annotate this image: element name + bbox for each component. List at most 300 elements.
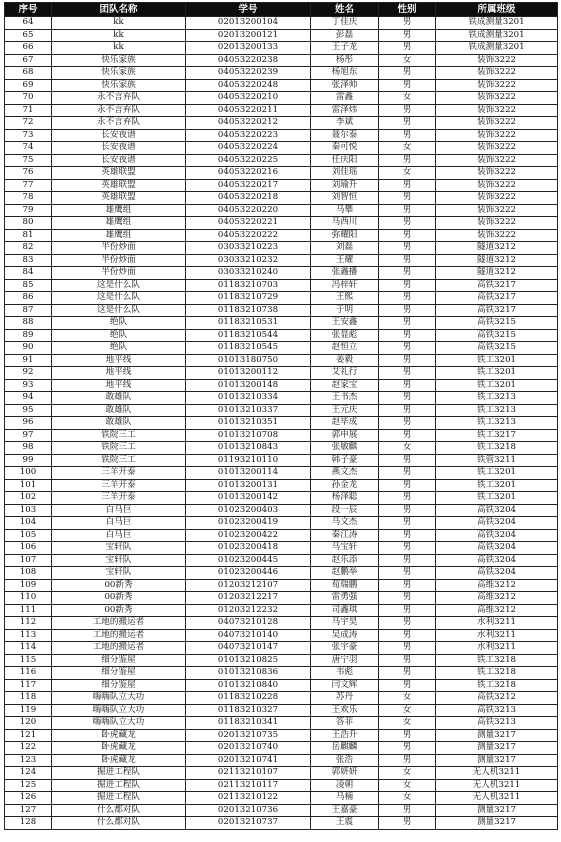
- cell-team-name: 半份炒面: [52, 242, 186, 255]
- cell-index: 70: [5, 92, 52, 105]
- roster-sheet: [4, 2, 557, 830]
- cell-gender: 男: [379, 204, 436, 217]
- cell-index: 68: [5, 67, 52, 80]
- cell-gender: 男: [379, 42, 436, 55]
- table-row: [5, 467, 558, 480]
- cell-team-name: 永不言弃队: [52, 92, 186, 105]
- cell-index: 87: [5, 304, 52, 317]
- table-row: [5, 17, 558, 30]
- cell-index: 104: [5, 517, 52, 530]
- cell-student-id: 04053220239: [186, 67, 311, 80]
- cell-class: 装饰3222: [436, 104, 558, 117]
- cell-team-name: 工地的搬运者: [52, 629, 186, 642]
- cell-name: 杨泽聪: [311, 492, 379, 505]
- cell-student-id: 01183210545: [186, 342, 311, 355]
- cell-name: 赵毕成: [311, 417, 379, 430]
- cell-gender: 男: [379, 679, 436, 692]
- cell-class: 铁成测量3201: [436, 29, 558, 42]
- team-roster-table: [4, 2, 558, 830]
- cell-name: 王熙: [311, 292, 379, 305]
- cell-index: 97: [5, 429, 52, 442]
- table-row: [5, 579, 558, 592]
- cell-index: 119: [5, 704, 52, 717]
- cell-student-id: 01023200418: [186, 542, 311, 555]
- cell-gender: 男: [379, 29, 436, 42]
- cell-gender: 女: [379, 779, 436, 792]
- cell-team-name: 三羊开泰: [52, 479, 186, 492]
- header-class: 所属班级: [436, 3, 558, 17]
- cell-name: 聂尔泰: [311, 129, 379, 142]
- table-row: [5, 342, 558, 355]
- table-row: [5, 404, 558, 417]
- table-row: [5, 654, 558, 667]
- table-row: [5, 254, 558, 267]
- cell-student-id: 01193210110: [186, 454, 311, 467]
- cell-index: 76: [5, 167, 52, 180]
- cell-name: 李斌: [311, 117, 379, 130]
- cell-team-name: 嗨嗨队立大功: [52, 704, 186, 717]
- cell-index: 83: [5, 254, 52, 267]
- cell-class: 铁工3213: [436, 392, 558, 405]
- cell-team-name: 掘进工程队: [52, 779, 186, 792]
- cell-gender: 女: [379, 717, 436, 730]
- table-row: [5, 692, 558, 705]
- cell-name: 刘智恒: [311, 192, 379, 205]
- cell-index: 127: [5, 804, 52, 817]
- cell-gender: 男: [379, 417, 436, 430]
- cell-team-name: kk: [52, 29, 186, 42]
- header-row: [5, 3, 558, 17]
- cell-class: 高铁3204: [436, 567, 558, 580]
- cell-student-id: 03033210232: [186, 254, 311, 267]
- cell-name: 彭磊: [311, 29, 379, 42]
- header-student-id: 学号: [186, 3, 311, 17]
- table-row: [5, 229, 558, 242]
- cell-gender: 男: [379, 629, 436, 642]
- cell-team-name: 这是什么队: [52, 279, 186, 292]
- cell-gender: 女: [379, 704, 436, 717]
- cell-gender: 男: [379, 292, 436, 305]
- cell-student-id: 01183210531: [186, 317, 311, 330]
- cell-name: 马攀: [311, 204, 379, 217]
- cell-class: 铁成测量3201: [436, 17, 558, 30]
- cell-student-id: 04053220224: [186, 142, 311, 155]
- cell-student-id: 01013210840: [186, 679, 311, 692]
- cell-index: 111: [5, 604, 52, 617]
- table-row: [5, 154, 558, 167]
- cell-class: 铁工3213: [436, 404, 558, 417]
- cell-team-name: 宝轩队: [52, 542, 186, 555]
- cell-gender: 女: [379, 692, 436, 705]
- cell-class: 测量3217: [436, 729, 558, 742]
- cell-student-id: 02113210122: [186, 792, 311, 805]
- cell-team-name: 绝队: [52, 317, 186, 330]
- cell-name: 杨彤: [311, 54, 379, 67]
- cell-class: 高维3212: [436, 592, 558, 605]
- cell-index: 93: [5, 379, 52, 392]
- cell-student-id: 04053220218: [186, 192, 311, 205]
- table-row: [5, 567, 558, 580]
- cell-team-name: 永不言弃队: [52, 117, 186, 130]
- table-row: [5, 792, 558, 805]
- cell-team-name: 半份炒面: [52, 254, 186, 267]
- cell-student-id: 04053220212: [186, 117, 311, 130]
- cell-team-name: 00新秀: [52, 592, 186, 605]
- cell-class: 装饰3222: [436, 229, 558, 242]
- table-row: [5, 667, 558, 680]
- cell-index: 114: [5, 642, 52, 655]
- cell-team-name: 宝轩队: [52, 554, 186, 567]
- cell-student-id: 02013210741: [186, 754, 311, 767]
- cell-class: 高铁3213: [436, 704, 558, 717]
- header-gender: 性别: [379, 3, 436, 17]
- cell-gender: 男: [379, 817, 436, 830]
- cell-gender: 男: [379, 592, 436, 605]
- cell-class: 装饰3222: [436, 79, 558, 92]
- cell-student-id: 01183210729: [186, 292, 311, 305]
- header-name: 姓名: [311, 3, 379, 17]
- cell-index: 67: [5, 54, 52, 67]
- cell-index: 74: [5, 142, 52, 155]
- cell-class: 隧道3212: [436, 254, 558, 267]
- cell-gender: 男: [379, 617, 436, 630]
- table-row: [5, 429, 558, 442]
- table-row: [5, 192, 558, 205]
- cell-student-id: 01183210327: [186, 704, 311, 717]
- cell-team-name: 这是什么队: [52, 292, 186, 305]
- cell-class: 高铁3213: [436, 717, 558, 730]
- cell-class: 铁工3201: [436, 379, 558, 392]
- cell-student-id: 04053220238: [186, 54, 311, 67]
- cell-team-name: 三羊开泰: [52, 492, 186, 505]
- table-row: [5, 92, 558, 105]
- cell-index: 124: [5, 767, 52, 780]
- cell-gender: 男: [379, 504, 436, 517]
- cell-student-id: 01023200446: [186, 567, 311, 580]
- cell-index: 78: [5, 192, 52, 205]
- cell-gender: 男: [379, 567, 436, 580]
- cell-name: 雷泽炜: [311, 104, 379, 117]
- cell-name: 王元庆: [311, 404, 379, 417]
- cell-gender: 男: [379, 742, 436, 755]
- cell-name: 王子龙: [311, 42, 379, 55]
- cell-gender: 男: [379, 242, 436, 255]
- cell-team-name: 敢雄队: [52, 404, 186, 417]
- cell-index: 98: [5, 442, 52, 455]
- cell-index: 66: [5, 42, 52, 55]
- cell-class: 装饰3222: [436, 54, 558, 67]
- cell-student-id: 04053220222: [186, 229, 311, 242]
- cell-name: 赵乐添: [311, 554, 379, 567]
- cell-gender: 男: [379, 542, 436, 555]
- table-row: [5, 779, 558, 792]
- table-row: [5, 292, 558, 305]
- cell-student-id: 02013200104: [186, 17, 311, 30]
- cell-student-id: 01013210337: [186, 404, 311, 417]
- header-index: 序号: [5, 3, 52, 17]
- cell-student-id: 01183210228: [186, 692, 311, 705]
- cell-name: 刘磊: [311, 242, 379, 255]
- table-row: [5, 754, 558, 767]
- table-row: [5, 42, 558, 55]
- cell-class: 高铁3215: [436, 342, 558, 355]
- table-row: [5, 729, 558, 742]
- cell-student-id: 01183210544: [186, 329, 311, 342]
- cell-name: 张敏麒: [311, 442, 379, 455]
- cell-class: 装饰3222: [436, 167, 558, 180]
- cell-gender: 男: [379, 754, 436, 767]
- table-row: [5, 329, 558, 342]
- cell-gender: 男: [379, 642, 436, 655]
- cell-student-id: 01013210351: [186, 417, 311, 430]
- cell-name: 苏丹: [311, 692, 379, 705]
- cell-name: 丁佳庆: [311, 17, 379, 30]
- cell-team-name: 什么都对队: [52, 817, 186, 830]
- cell-name: 王浩升: [311, 729, 379, 742]
- cell-student-id: 01203212107: [186, 579, 311, 592]
- cell-index: 71: [5, 104, 52, 117]
- cell-gender: 男: [379, 154, 436, 167]
- cell-student-id: 04053220221: [186, 217, 311, 230]
- table-row: [5, 479, 558, 492]
- cell-gender: 男: [379, 492, 436, 505]
- cell-class: 铁工3218: [436, 442, 558, 455]
- cell-name: 张显彪: [311, 329, 379, 342]
- table-row: [5, 442, 558, 455]
- cell-name: 答菲: [311, 717, 379, 730]
- cell-gender: 男: [379, 229, 436, 242]
- cell-index: 113: [5, 629, 52, 642]
- cell-class: 隧道3212: [436, 267, 558, 280]
- cell-index: 72: [5, 117, 52, 130]
- cell-index: 92: [5, 367, 52, 380]
- cell-gender: 男: [379, 467, 436, 480]
- table-row: [5, 604, 558, 617]
- cell-team-name: 长安夜谱: [52, 142, 186, 155]
- table-row: [5, 104, 558, 117]
- cell-team-name: 嗨嗨队立大功: [52, 692, 186, 705]
- cell-index: 112: [5, 617, 52, 630]
- cell-index: 91: [5, 354, 52, 367]
- cell-team-name: 半份炒面: [52, 267, 186, 280]
- cell-gender: 男: [379, 304, 436, 317]
- table-row: [5, 617, 558, 630]
- cell-index: 105: [5, 529, 52, 542]
- cell-class: 高铁3204: [436, 554, 558, 567]
- cell-gender: 男: [379, 454, 436, 467]
- cell-team-name: kk: [52, 17, 186, 30]
- cell-name: 司鑫琪: [311, 604, 379, 617]
- cell-student-id: 04053220210: [186, 92, 311, 105]
- cell-gender: 男: [379, 317, 436, 330]
- cell-gender: 男: [379, 329, 436, 342]
- cell-team-name: 长安夜谱: [52, 129, 186, 142]
- cell-name: 段一辰: [311, 504, 379, 517]
- cell-team-name: 三羊开泰: [52, 467, 186, 480]
- cell-student-id: 01183210738: [186, 304, 311, 317]
- table-row: [5, 242, 558, 255]
- cell-gender: 男: [379, 79, 436, 92]
- cell-class: 装饰3222: [436, 117, 558, 130]
- cell-team-name: 宝轩队: [52, 567, 186, 580]
- cell-class: 水利3211: [436, 642, 558, 655]
- table-row: [5, 804, 558, 817]
- cell-index: 95: [5, 404, 52, 417]
- cell-student-id: 02113210107: [186, 767, 311, 780]
- cell-team-name: 这是什么队: [52, 304, 186, 317]
- cell-index: 118: [5, 692, 52, 705]
- cell-index: 94: [5, 392, 52, 405]
- cell-class: 测量3217: [436, 742, 558, 755]
- cell-index: 75: [5, 154, 52, 167]
- cell-team-name: 英雄联盟: [52, 192, 186, 205]
- cell-index: 123: [5, 754, 52, 767]
- cell-team-name: 00新秀: [52, 579, 186, 592]
- cell-team-name: 绝队: [52, 342, 186, 355]
- cell-class: 高铁3212: [436, 692, 558, 705]
- cell-gender: 男: [379, 67, 436, 80]
- cell-class: 无人机3211: [436, 792, 558, 805]
- cell-student-id: 01183210703: [186, 279, 311, 292]
- cell-student-id: 04053220211: [186, 104, 311, 117]
- table-row: [5, 817, 558, 830]
- cell-index: 77: [5, 179, 52, 192]
- cell-class: 铁工3201: [436, 354, 558, 367]
- cell-name: 艾礼行: [311, 367, 379, 380]
- cell-name: 韩子豪: [311, 454, 379, 467]
- cell-gender: 男: [379, 654, 436, 667]
- cell-index: 108: [5, 567, 52, 580]
- table-row: [5, 592, 558, 605]
- cell-class: 装饰3222: [436, 217, 558, 230]
- cell-name: 唐宁羽: [311, 654, 379, 667]
- cell-class: 高维3212: [436, 604, 558, 617]
- cell-gender: 女: [379, 167, 436, 180]
- cell-index: 121: [5, 729, 52, 742]
- cell-name: 马宝轩: [311, 542, 379, 555]
- cell-name: 郭申展: [311, 429, 379, 442]
- cell-student-id: 01023200419: [186, 517, 311, 530]
- cell-name: 燕文杰: [311, 467, 379, 480]
- table-row: [5, 629, 558, 642]
- cell-class: 高铁3217: [436, 292, 558, 305]
- cell-gender: 男: [379, 192, 436, 205]
- cell-index: 79: [5, 204, 52, 217]
- cell-name: 张泽帅: [311, 79, 379, 92]
- table-row: [5, 117, 558, 130]
- cell-student-id: 01013200112: [186, 367, 311, 380]
- cell-name: 于明: [311, 304, 379, 317]
- cell-name: 马西川: [311, 217, 379, 230]
- cell-name: 杨旭东: [311, 67, 379, 80]
- cell-class: 高铁3204: [436, 504, 558, 517]
- table-row: [5, 717, 558, 730]
- cell-name: 马宇昊: [311, 617, 379, 630]
- cell-student-id: 01013210708: [186, 429, 311, 442]
- cell-name: 秦可悦: [311, 142, 379, 155]
- cell-index: 86: [5, 292, 52, 305]
- table-row: [5, 642, 558, 655]
- table-row: [5, 704, 558, 717]
- cell-class: 高铁3215: [436, 329, 558, 342]
- cell-class: 水利3211: [436, 629, 558, 642]
- cell-name: 刘瑜升: [311, 179, 379, 192]
- table-row: [5, 417, 558, 430]
- cell-student-id: 02013200121: [186, 29, 311, 42]
- cell-index: 84: [5, 267, 52, 280]
- cell-team-name: 00新秀: [52, 604, 186, 617]
- cell-index: 96: [5, 417, 52, 430]
- table-body: [5, 17, 558, 830]
- cell-name: 马文杰: [311, 517, 379, 530]
- cell-student-id: 02013210740: [186, 742, 311, 755]
- cell-team-name: 快乐家族: [52, 79, 186, 92]
- cell-name: 荀瑞鹏: [311, 579, 379, 592]
- cell-student-id: 04053220220: [186, 204, 311, 217]
- cell-index: 69: [5, 79, 52, 92]
- cell-student-id: 02113210117: [186, 779, 311, 792]
- table-row: [5, 379, 558, 392]
- cell-class: 测量3217: [436, 817, 558, 830]
- cell-gender: 女: [379, 92, 436, 105]
- cell-gender: 男: [379, 517, 436, 530]
- cell-name: 王耀: [311, 254, 379, 267]
- cell-gender: 男: [379, 279, 436, 292]
- cell-class: 铁工3201: [436, 479, 558, 492]
- cell-index: 101: [5, 479, 52, 492]
- cell-class: 高铁3217: [436, 304, 558, 317]
- cell-name: 凌朝: [311, 779, 379, 792]
- cell-class: 装饰3222: [436, 192, 558, 205]
- cell-class: 隧道3212: [436, 242, 558, 255]
- cell-class: 装饰3222: [436, 204, 558, 217]
- table-row: [5, 67, 558, 80]
- cell-student-id: 01013210836: [186, 667, 311, 680]
- cell-gender: 女: [379, 792, 436, 805]
- cell-student-id: 04073210128: [186, 617, 311, 630]
- cell-index: 122: [5, 742, 52, 755]
- cell-class: 高铁3204: [436, 542, 558, 555]
- cell-name: 王安鑫: [311, 317, 379, 330]
- table-row: [5, 204, 558, 217]
- cell-name: 冯梓轩: [311, 279, 379, 292]
- table-row: [5, 454, 558, 467]
- cell-team-name: 快乐家族: [52, 67, 186, 80]
- cell-index: 100: [5, 467, 52, 480]
- cell-index: 82: [5, 242, 52, 255]
- cell-index: 65: [5, 29, 52, 42]
- cell-index: 80: [5, 217, 52, 230]
- cell-class: 高铁3204: [436, 529, 558, 542]
- cell-student-id: 01013200114: [186, 467, 311, 480]
- cell-name: 任庆阳: [311, 154, 379, 167]
- cell-class: 铁成测量3201: [436, 42, 558, 55]
- cell-class: 无人机3211: [436, 767, 558, 780]
- cell-student-id: 01203212217: [186, 592, 311, 605]
- cell-student-id: 04053220223: [186, 129, 311, 142]
- table-row: [5, 317, 558, 330]
- table-row: [5, 167, 558, 180]
- cell-student-id: 03033210240: [186, 267, 311, 280]
- cell-class: 铁工3218: [436, 679, 558, 692]
- cell-class: 铁管3211: [436, 454, 558, 467]
- cell-gender: 女: [379, 767, 436, 780]
- cell-class: 铁工3201: [436, 467, 558, 480]
- cell-name: 张鑫播: [311, 267, 379, 280]
- table-row: [5, 367, 558, 380]
- cell-team-name: 白马巨: [52, 529, 186, 542]
- cell-student-id: 04053220225: [186, 154, 311, 167]
